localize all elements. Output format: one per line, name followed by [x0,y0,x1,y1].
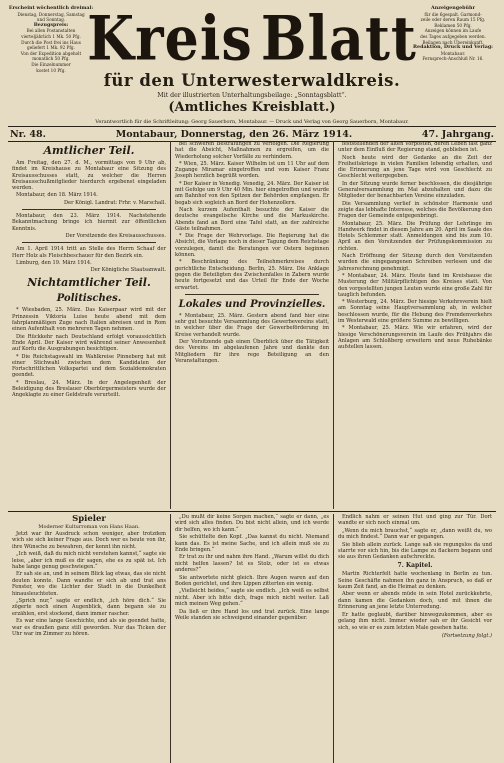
local-articles [175,313,329,364]
paragraph: * Beschränkung des Teilnehmerkreises durch gerichtliche Entscheidung. Berlin, 25. März. Die Anklage gegen die Beteiligten des Zwischenfalles in Zabern wurde heute fortgesetzt und das Urteil für Ende der Woche erwartet. [175,259,329,291]
paragraph: * Wiesbaden, 25. März. Das Kaiserpaar wird mit der Prinzessin Viktoria Luise heute abend mit dem fahrplanmäßigen Zuge nach Italien abreisen und in Rom einen Aufenthalt von mehreren Tagen nehmen. [12,307,166,333]
paragraph: Er trat zu ihr und nahm ihre Hand. „Warum willst du dich nicht helfen lassen? Ist es Stolz, oder ist es etwas anderes?“ [175,554,329,574]
column-1 [8,141,170,509]
novel-text-4 [338,571,492,631]
feuilleton-divider [8,511,496,512]
novel-title: Spieler [72,514,106,524]
paragraph: * Montabaur, 24. März. Heute fand im Kreishause die Musterung der Militärpflichtigen des Kreises statt. Von den vorgestellten jungen Leuten wurde eine große Zahl für tauglich befunden. [338,272,492,298]
info-line: Anzeigen können im Laufe [424,28,482,34]
separator-rule [22,209,156,210]
section-head-unofficial: Nichtamtlicher Teil. [27,276,151,290]
info-line: Von der Expedition abgeholt [20,50,82,56]
paragraph: Er sah sie an, und in seinem Blick lag etwas, das sie nicht deuten konnte. Dann wandte er sich ab und trat ans Fenster, wo die Lichter der Stadt in die Dunkelheit hinausleuchteten. [12,571,166,597]
info-line: Reklamen 50 Pfg. [434,22,472,28]
paragraph: Nach kurzem Aufenthalt besuchte der Kaiser die deutsche evangelische Kirche und die Markuskirche. Abends fand an Bord eine Tafel statt, an der zahlreiche Gäste teilnahmen. [175,206,329,232]
paragraph: Limburg, den 19. März 1914. [16,259,92,266]
info-line: Anzeigengebühr [431,5,475,11]
separator-rule [185,294,319,295]
novel-text-2 [175,514,329,622]
signature-committee: Der Vorsitzende des Kreisausschusses. [65,232,166,239]
official-notice-1 [12,160,166,199]
info-line: zeile oder deren Raum 15 Pfg. [420,17,486,23]
paragraph: Sie antwortete nicht gleich. Ihre Augen waren auf den Boden gerichtet, und ihre Lippen zitterten ein wenig. [175,574,329,588]
paragraph: Die Versammlung verlief in schönster Harmonie und zeigte das lebhafte Interesse, welches die Bevölkerung den Fragen der Gemeinde entgegenbringt. [338,200,492,220]
info-line: Dienstag, Donnerstag, Samstag [17,11,85,17]
chapter-heading: 7. Kapitel. [397,561,433,569]
title-right-word: Blatt [260,2,417,74]
paragraph: Die Rückkehr nach Deutschland erfolgt voraussichtlich Ende April. Der Kaiser wird während seiner Anwesenheit auf Korfu die Ausgrabungen besichtigen. [12,333,166,353]
info-line: geliefert 1 Mk. 92 Pfg. [27,45,75,51]
paragraph: Am 1. April 1914 tritt an Stelle des Herrn Schaaf der Herr Holz als Fleischbeschauer für den Bezirk ein. [12,246,166,259]
paragraph: Montabaur, den 23. März 1914. Nachstehende Bekanntmachung bringe ich hiermit zur öffentlichen Kenntnis. [12,213,166,232]
info-line: Fernsprech-Anschluß Nr. 16. [422,56,484,62]
politics-articles [12,307,166,398]
paragraph: Sie schüttelte den Kopf. „Das kannst du nicht. Niemand kann das. Es ist meine Sache, und ich allein muß sie zu Ende bringen.“ [175,534,329,554]
paragraph: Nach Eröffnung der Sitzung durch den Vorsitzenden wurden die eingegangenen Schreiben verlesen und die Jahresrechnung genehmigt. [338,253,492,272]
paragraph: bei schweren Bestrafungen zu verfolgen. Die Regierung hat die Absicht, Maßnahmen zu ergreifen, um die Wiederholung solcher Vorfälle zu verhindern. [175,141,329,160]
paragraph: Es war eine lange Geschichte, und als sie geendet hatte, war es draußen ganz still geworden. Nur das Ticken der Uhr war im Zimmer zu hören. [12,618,166,638]
paragraph: Martin Richterfelt hatte wochenlang in Berlin zu tun. Seine Geschäfte nahmen ihn ganz in Anspruch, so daß er kaum Zeit fand, an die Heimat zu denken. [338,571,492,591]
paragraph: Da ließ er ihre Hand los und trat zurück. Eine lange Weile standen sie schweigend einander gegenüber. [175,608,329,622]
paragraph: Jetzt war ihr Ausdruck schon weniger, aber trotzdem wich sie sich keiner Frage aus. Doch wer es heute von ihr, ihre Wünsche zu bewahren, der kennt ihn nicht. [12,531,166,550]
section-head-politics: Politisches. [56,293,122,305]
supplement-line: Mit der illustrierten Unterhaltungsbeilage: „Sonntagsblatt“. [157,92,347,99]
column-3 [333,141,496,509]
newspaper-title [87,2,417,74]
newspaper-subtitle: für den Unterwesterwaldkreis. [103,71,401,90]
paragraph: Montabaur, den 18. März 1914. [16,192,98,199]
official-notice-3 [12,246,166,266]
signature-landrat: Der Königl. Landrat: Frhr. v. Marschall. [64,199,166,206]
info-line: für die 6gespalt. Garmond- [424,11,482,17]
paragraph: „Du mußt dir keine Sorgen machen,“ sagte er dann, „es wird sich alles finden. Du bist nicht allein, und ich werde dir helfen, wo ich kann.“ [175,514,329,533]
info-line: Montabaur. [440,50,466,56]
official-notice-2 [12,213,166,232]
politics-articles-cont [175,141,329,291]
paragraph: „Wenn du mich brauchst,“ sagte er, „dann weißt du, wo du mich findest.“ Dann war er gegangen. [338,527,492,541]
paragraph: * Montabaur, 25. März. Gestern abend fand hier eine sehr gut besuchte Versammlung des Gewerbevereins statt, in welcher über die Frage der Gewerbeförderung im Kreise verhandelt wurde. [175,312,329,338]
separator-rule [22,242,156,243]
issue-place-date: Montabaur, Donnerstag, den 26. März 1914. [115,128,353,140]
paragraph: * Montabaur, 25. März. Wie wir erfahren, wird der hiesige Verschönerungsverein im Laufe des Frühjahrs die Anlagen am Schloßberg erweitern und neue Ruhebänke aufstellen lassen. [338,325,492,351]
feuilleton-column-2 [170,514,333,763]
paragraph: Am Freitag, den 27. d. M., vormittags von 9 Uhr ab, findet im Kreishause zu Montabaur eine Sitzung des Kreisausschusses statt, zu welcher die Herren Kreisausschußmitglieder hierdurch ergebenst eingeladen werden. [12,160,166,192]
novel-text-3 [338,514,492,561]
paragraph: * Die Frage der Wehrvorlage. Die Regierung hat die Absicht, die Vorlage noch in dieser Tagung dem Reichstage vorzulegen, damit die Beratungen vor Ostern beginnen können. [175,233,329,259]
paragraph: * Breslau, 24. März. In der Angelegenheit der Beleidigung des Breslauer Oberbürgermeisters wurde der Angeklagte zu einer Geldstrafe verurteilt. [12,379,166,399]
feuilleton-section [8,514,496,763]
advertising-info-box [410,6,496,62]
info-line: monatlich 50 Pfg. [32,56,70,62]
official-gazette-line: (Amtliches Kreisblatt.) [168,100,336,115]
continued-note: (Fortsetzung folgt.) [441,632,492,639]
info-line: Redaktion, Druck und Verlag: [413,44,493,51]
paragraph: feststellenden der alten Vorposten, deren Leben fast ganz unter dem Einfluß der Regierung stand, geblieben ist. [338,141,492,154]
info-line: und Sonntag. [36,17,66,23]
info-line: Durch die Post frei ins Haus [21,39,81,45]
info-line: des Tages aufgegeben werden. [420,33,486,39]
paragraph: Endlich nahm er seinen Hut und ging zur Tür. Dort wandte er sich noch einmal um. [338,514,492,527]
paragraph: „Vielleicht beides,“ sagte sie endlich. „Ich weiß es selbst nicht. Aber ich bitte dich, frage mich nicht weiter. Laß mich meinen Weg gehen.“ [175,588,329,608]
info-line: kostet 10 Pfg. [36,67,66,73]
dateline-bar [8,126,496,142]
paragraph: Montabaur, 25. März. Die Prüfung der Lehrlinge im Handwerk findet in diesem Jahre am 20. April im Saale des Hotels Schlemmer statt. Anmeldungen sind bis zum 10. April an den Vorsitzenden der Prüfungskommission zu richten. [338,220,492,252]
novel-subtitle: Moderner Kulturroman von Hans Haan. [38,524,140,530]
section-head-local: Lokales und Provinzielles. [178,298,326,310]
paragraph: Noch heute wird der Gedanke an die Zeit der Freiheitskriege in vielen Familien lebendig erhalten, und die Erinnerung an jene Tage wird von Geschlecht zu Geschlecht weitergegeben. [338,154,492,180]
info-line: Die Einzelnummer [31,61,71,67]
feuilleton-column-1 [8,514,170,763]
paragraph: * Westerburg, 24. März. Der hiesige Verkehrsverein hielt am Sonntag seine Hauptversammlung ab, in welcher beschlossen wurde, für die Hebung des Fremdenverkehrs im Westerwald eine größere Summe zu bewilligen. [338,299,492,325]
paragraph: „Sprich nur,“ sagte er endlich, „ich höre dich.“ Sie zögerte noch einen Augenblick, dann begann sie zu erzählen, erst stockend, dann immer rascher. [12,598,166,617]
novel-text-1 [12,531,166,638]
signature-prosecutor: Der Königliche Staatsanwalt. [90,267,166,274]
masthead [8,2,496,140]
feuilleton-column-3 [333,514,496,763]
info-line: Beilagen nach Übereinkunft. [422,39,484,45]
paragraph: In der Sitzung wurde ferner beschlossen, die diesjährige Generalversammlung im Mai abzuhalten und dazu die Mitglieder der benachbarten Vereine einzuladen. [338,180,492,200]
news-columns [8,141,496,509]
issue-number: Nr. 48. [10,128,46,140]
paragraph: Der Vorsitzende gab einen Überblick über die Tätigkeit des Vereins im abgelaufenen Jahre und dankte den Mitgliedern für ihre rege Beteiligung an den Veranstaltungen. [175,339,329,364]
paragraph: Sie blieb allein zurück. Lange saß sie regungslos da und starrte vor sich hin, bis die Lampe zu flackern begann und sie aus ihren Gedanken aufschreckte. [338,541,492,561]
paragraph: * Der Kaiser in Venedig. Venedig, 24. März. Der Kaiser ist mit Gefolge um 9 Uhr 40 Min. hier eingetroffen und wurde am Bahnhof von den Spitzen der Behörden empfangen. Er begab sich sogleich an Bord der Hohenzollern. [175,180,329,206]
paragraph: Aber wenn er abends müde in sein Hotel zurückkehrte, dann kamen die Gedanken doch, und mit ihnen die Erinnerung an jene letzte Unterredung. [338,591,492,611]
paragraph: „Ich weiß, daß du mich nicht verstehen kannst,“ sagte sie leise, „aber ich muß es dir sagen, ehe es zu spät ist. Ich habe lange genug geschwiegen.“ [12,551,166,571]
local-articles-cont [338,141,492,351]
paragraph: Er hatte geglaubt, darüber hinwegzukommen, aber es gelang ihm nicht. Immer wieder sah er ihr Gesicht vor sich, so wie er es zum letzten Male gesehen hatte. [338,611,492,631]
editor-line: Verantwortlich für die Schriftleitung: Georg Sauerborn, Montabaur. — Druck und Verlag von Georg Sauerborn, Montabaur. [95,119,409,125]
info-line: Bei allen Postanstalten [26,28,76,34]
subscription-info-box [8,6,94,73]
section-head-official: Amtlicher Teil. [43,144,135,157]
info-line: vierteljährlich 1 Mk. 50 Pfg. [21,33,81,39]
title-left-word: Kreis [87,2,253,74]
info-line: Bezugspreis: [33,21,69,28]
paragraph: * Wien, 25. März. Kaiser Wilhelm ist um 11 Uhr auf dem Zugange Miramar eingetroffen und vom Kaiser Franz Joseph herzlich begrüßt worden. [175,160,329,180]
column-2 [170,141,333,509]
info-line: Erscheint wöchentlich dreimal: [8,5,94,11]
paragraph: * Die Reichstagswahl im Wahlkreise Pinneberg hat mit einer Stichwahl zwischen dem Kandidaten der Fortschrittlichen Volkspartei und dem Sozialdemokraten geendet. [12,353,166,379]
volume-number: 47. Jahrgang. [421,128,494,140]
